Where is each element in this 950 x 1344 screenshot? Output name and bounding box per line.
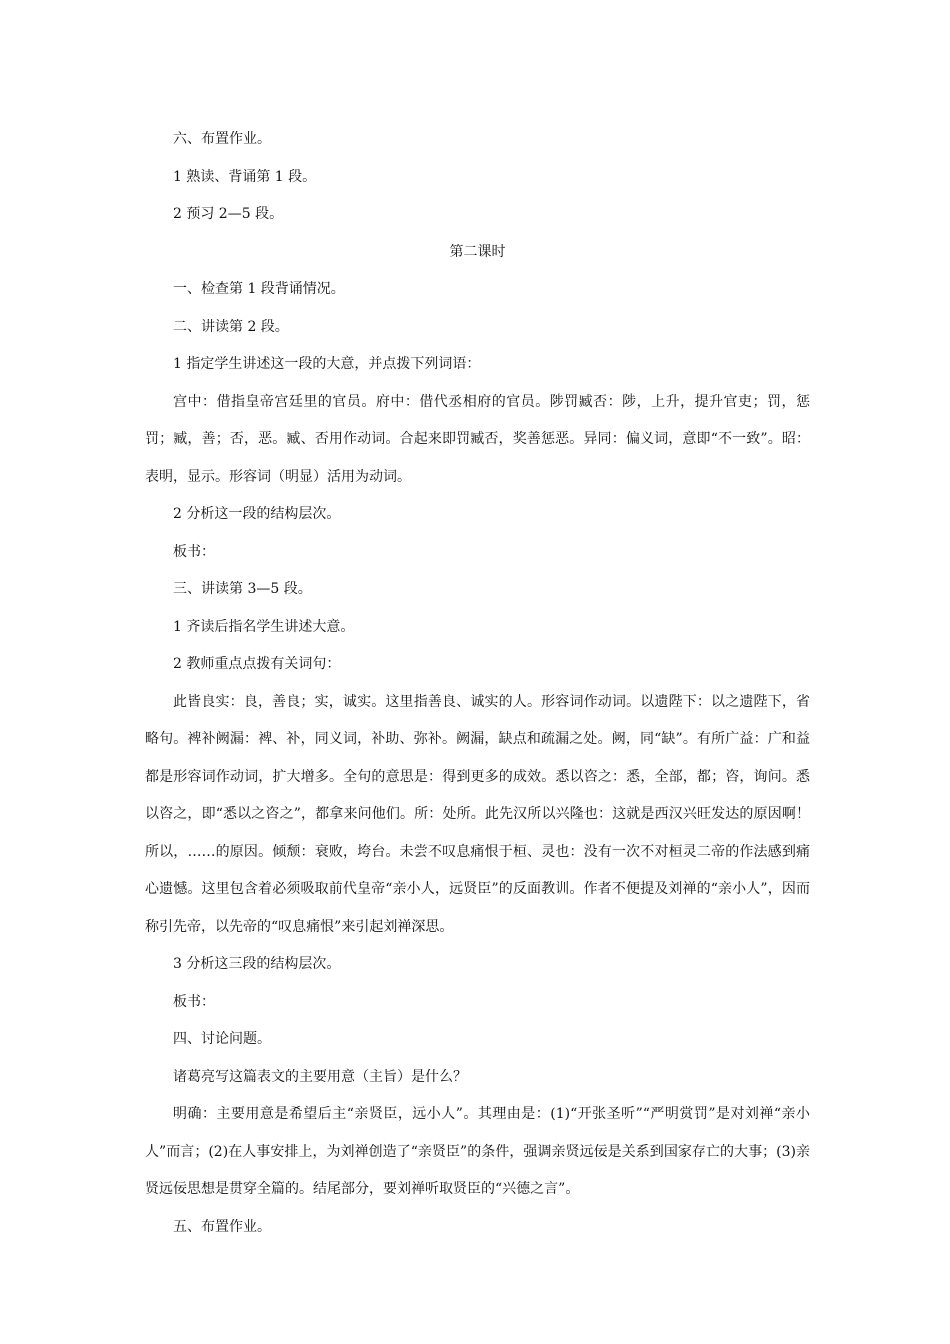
section-heading-check-recitation: 一、检查第 1 段背诵情况。 xyxy=(173,281,345,297)
step-teacher-guidance: 2 教师重点点拨有关词句： xyxy=(173,656,341,672)
section-heading-assign-homework-2: 五、布置作业。 xyxy=(173,1218,271,1235)
blackboard-label: 板书： xyxy=(173,543,215,560)
section-heading-discussion: 四、讨论问题。 xyxy=(173,1031,271,1047)
step-summarize-paragraph: 1 指定学生讲述这一段的大意，并点拨下列词语： xyxy=(173,356,481,372)
step-group-reading: 1 齐读后指名学生讲述大意。 xyxy=(173,618,355,635)
vocabulary-notes-paragraphs-3-5: 此皆良实：良，善良；实，诚实。这里指善良、诚实的人。形容词作动词。以遗陛下：以之遗陛下，省略句。裨补阙漏：裨、补，同义词，补助、弥补。阙漏，缺点和疏漏之处。阙，同“缺”。有所广益：广和益都是形容词作动词，扩大增多。全句的意思是：得到更多的成效。悉以咨之：悉，全部，都；咨，询问。悉以咨之，即“悉以之咨之”，都拿来问他们。所：处所。此先汉所以兴隆也：这就是西汉兴旺发达的原因啊！所以，……的原因。倾颓：衰败，垮台。未尝不叹息痛恨于桓、灵也：没有一次不对桓灵二帝的作法感到痛心遗憾。这里包含着必须吸取前代皇帝“亲小人，远贤臣”的反面教训。作者不便提及刘禅的“亲小人”，因而称引先帝，以先帝的“叹息痛恨”来引起刘禅深思。 xyxy=(145,693,810,935)
section-heading-read-paragraphs-3-5: 三、讲读第 3—5 段。 xyxy=(173,581,312,597)
homework-item-2: 2 预习 2—5 段。 xyxy=(173,206,284,222)
vocabulary-notes-paragraph-2: 宫中：借指皇帝宫廷里的官员。府中：借代丞相府的官员。陟罚臧否：陟，上升，提升官吏；罚，惩罚；臧，善；否，恶。臧、否用作动词。合起来即罚臧否，奖善惩恶。异同：偏义词，意即“不一致”。昭：表明，显示。形容词（明显）活用为动词。 xyxy=(145,393,810,485)
lesson-title-second-period: 第二课时 xyxy=(449,243,506,260)
homework-item-1: 1 熟读、背诵第 1 段。 xyxy=(173,168,317,185)
section-heading-assign-homework: 六、布置作业。 xyxy=(173,131,271,147)
step-analyze-structure: 2 分析这一段的结构层次。 xyxy=(173,506,341,522)
discussion-answer: 明确：主要用意是希望后主“亲贤臣，远小人”。其理由是：(1)“开张圣听”“严明赏罚”是对刘禅“亲小人”而言；(2)在人事安排上，为刘禅创造了“亲贤臣”的条件，强调亲贤远佞是关系到国家存亡的大事；(3)亲贤远佞思想是贯穿全篇的。结尾部分，要刘禅听取贤臣的“兴德之言”。 xyxy=(145,1106,810,1197)
discussion-question: 诸葛亮写这篇表文的主要用意（主旨）是什么？ xyxy=(173,1068,467,1085)
blackboard-label-2: 板书： xyxy=(173,993,215,1010)
document-body xyxy=(145,121,810,1246)
step-analyze-three-paragraphs: 3 分析这三段的结构层次。 xyxy=(173,956,341,972)
section-heading-read-paragraph-2: 二、讲读第 2 段。 xyxy=(173,318,289,335)
